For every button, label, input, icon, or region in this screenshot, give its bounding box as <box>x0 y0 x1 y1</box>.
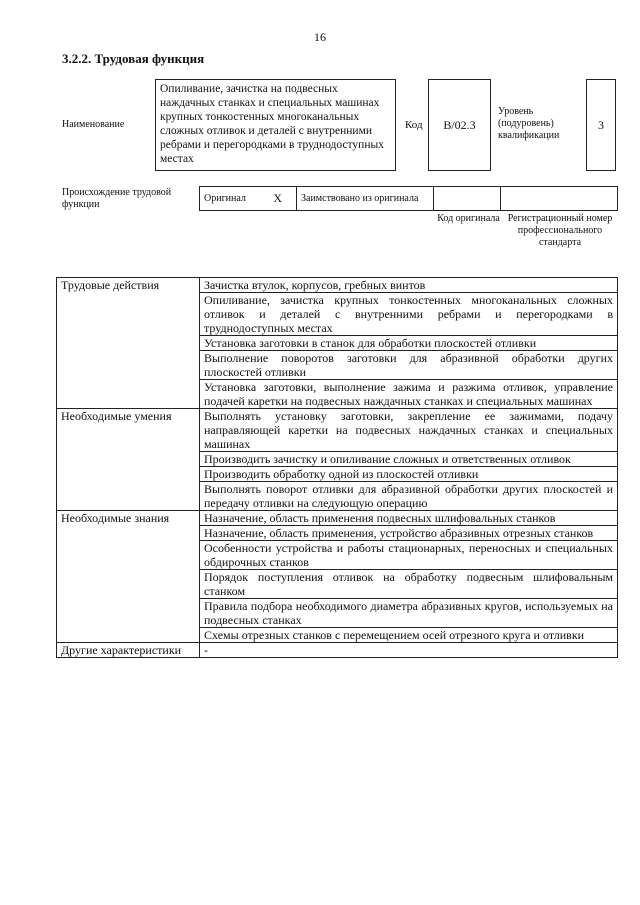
table-row <box>57 643 618 658</box>
table-cell: Зачистка втулок, корпусов, гребных винтов <box>200 278 618 293</box>
function-table <box>56 277 618 658</box>
table-row <box>57 482 618 511</box>
table-cell: Особенности устройства и работы стационарных, переносных и специальных обдирочных станков <box>200 541 618 570</box>
category-cell: Необходимые умения <box>57 409 200 452</box>
table-cell: Производить зачистку и опиливание сложных и ответственных отливок <box>200 452 618 467</box>
table-row <box>57 452 618 467</box>
function-name-box <box>155 79 396 171</box>
table-row <box>57 380 618 409</box>
reg-number-cell <box>501 187 618 211</box>
table-row <box>57 336 618 351</box>
level-label: Уровень (подуровень) квалификации <box>498 106 560 141</box>
table-row <box>57 511 618 526</box>
reg-caption: Регистрационный номер профессионального стандарта <box>507 213 613 248</box>
table-row <box>57 467 618 482</box>
table-row <box>57 409 618 452</box>
table-cell: Схемы отрезных станков с перемещением осей отрезного круга и отливки <box>200 628 618 643</box>
table-row <box>57 541 618 570</box>
table-cell: Выполнение поворотов заготовки для абразивной обработки других плоскостей отливки <box>200 351 618 380</box>
function-name-value: Опиливание, зачистка на подвесных наждачных станках и специальных машинах крупных тонкостенных многоканальных сложных отливок и деталей с внутренними ребрами и перегородками в труднодоступных местах <box>160 83 384 165</box>
code-box <box>428 79 491 171</box>
level-box <box>586 79 616 171</box>
code-caption: Код оригинала <box>437 213 500 224</box>
table-cell: Назначение, область применения, устройство абразивных отрезных станков <box>200 526 618 541</box>
origin-label: Происхождение трудовой функции <box>62 187 172 210</box>
table-cell: Выполнять установку заготовки, закрепление ее зажимами, подачу направляющей каретки на подвесных наждачных станках и специальных машинах <box>200 409 618 452</box>
category-cell: Трудовые действия <box>57 278 200 293</box>
category-cell: Необходимые знания <box>57 511 200 526</box>
table-row <box>57 628 618 643</box>
table-row <box>57 526 618 541</box>
original-mark: X <box>260 187 297 211</box>
table-cell: Порядок поступления отливок на обработку подвесным шлифовальным станком <box>200 570 618 599</box>
table-row <box>57 599 618 628</box>
table-row <box>57 351 618 380</box>
table-cell: Правила подбора необходимого диаметра абразивных кругов, используемых на подвесных станках <box>200 599 618 628</box>
level-value: 3 <box>598 118 604 132</box>
table-cell: Назначение, область применения подвесных шлифовальных станков <box>200 511 618 526</box>
table-cell: Установка заготовки в станок для обработки плоскостей отливки <box>200 336 618 351</box>
original-code-cell <box>434 187 501 211</box>
code-value: B/02.3 <box>443 118 476 132</box>
section-heading: 3.2.2. Трудовая функция <box>62 51 205 66</box>
table-cell: Установка заготовки, выполнение зажима и разжима отливок, управление подачей каретки на подвесных наждачных станках и специальных машинах <box>200 380 618 409</box>
original-label: Оригинал <box>200 187 260 211</box>
table-cell: Производить обработку одной из плоскостей отливки <box>200 467 618 482</box>
table-row <box>57 293 618 336</box>
table-cell: - <box>200 643 618 658</box>
borrowed-label: Заимствовано из оригинала <box>297 187 434 211</box>
code-label: Код <box>405 119 423 131</box>
origin-table <box>199 186 618 211</box>
category-cell: Другие характеристики <box>57 643 200 658</box>
table-row <box>57 278 618 293</box>
page-number: 16 <box>314 30 326 44</box>
table-cell: Выполнять поворот отливки для абразивной обработки других плоскостей и передачу отливки на следующую операцию <box>200 482 618 511</box>
table-cell: Опиливание, зачистка крупных тонкостенных многоканальных сложных отливок и деталей с внутренними ребрами и перегородками в труднодоступных местах <box>200 293 618 336</box>
table-row <box>57 570 618 599</box>
name-label: Наименование <box>62 119 125 130</box>
